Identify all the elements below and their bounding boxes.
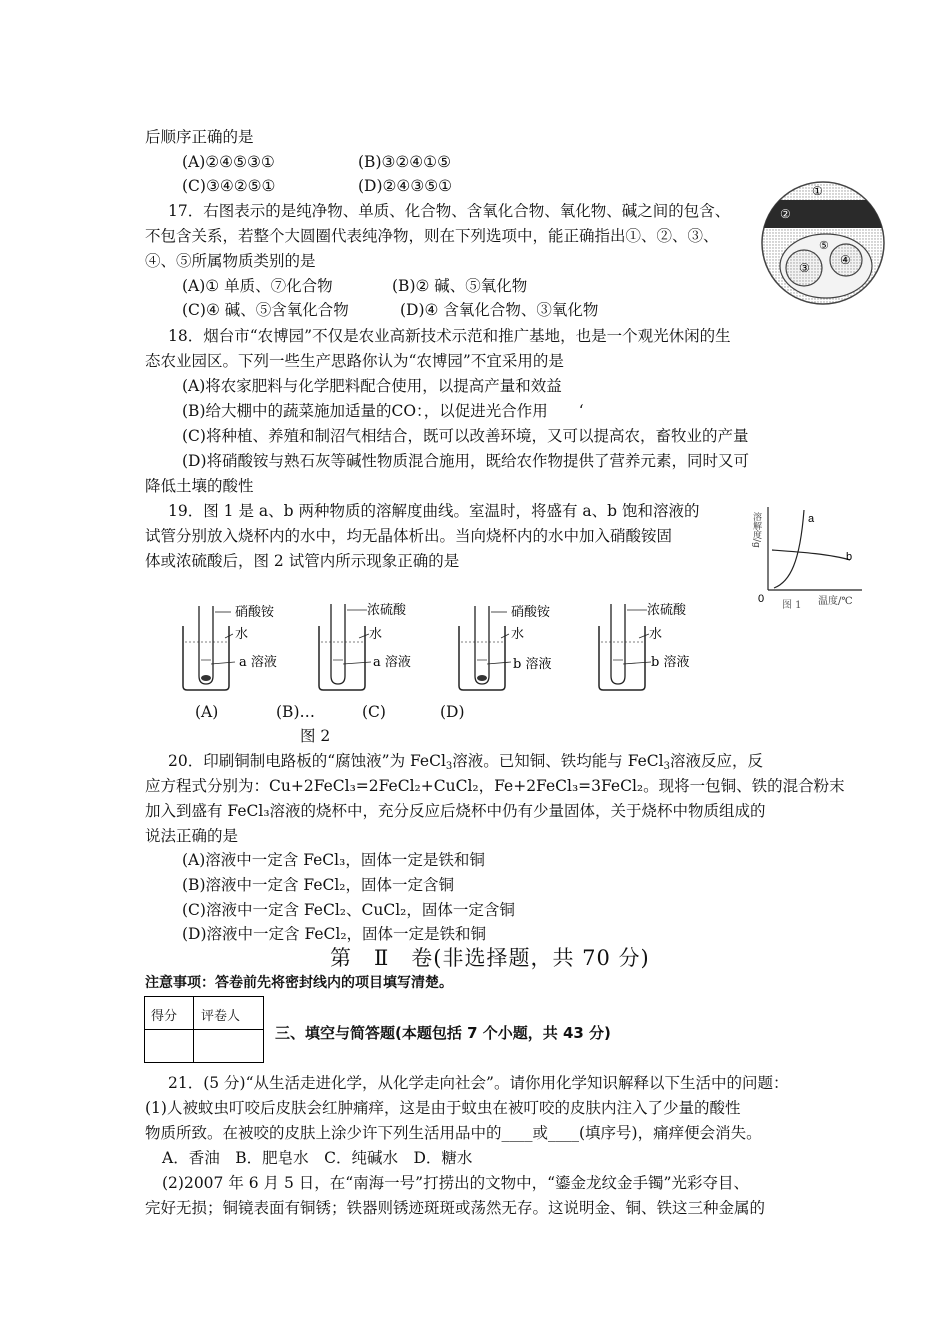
beaker-c-pointer3	[487, 662, 511, 664]
beaker-a	[183, 604, 277, 690]
beaker-label-d: (D)	[440, 703, 465, 721]
beaker-a-tube	[199, 606, 213, 684]
beaker-a-pointer3	[211, 662, 235, 664]
q21-p1-line2: 物质所致。在被咬的皮肤上涂少许下列生活用品中的____或____(填序号)，痛痒便会消失。	[145, 1124, 762, 1142]
beaker-c-crystals	[477, 675, 487, 681]
q18-option-c: (C)将种植、养殖和制沼气相结合，既可以改善环境，又可以提高农，畜牧业的产量	[182, 427, 749, 445]
q17-line2: 不包含关系，若整个大圆圈代表纯净物，则在下列选项中，能正确指出①、②、③、	[145, 227, 719, 245]
q20-option-c: (C)溶液中一定含 FeCl₂、CuCl₂，固体一定含铜	[182, 901, 515, 919]
beaker-d-water-label: 水	[649, 627, 663, 642]
beaker-label-b: (B)…	[276, 703, 315, 721]
q21-line1: 21．(5 分)“从生活走进化学，从化学走向社会”。请你用化学知识解释以下生活中的问题：	[168, 1074, 789, 1092]
q20-option-d: (D)溶液中一定含 FeCl₂，固体一定是铁和铜	[182, 925, 487, 943]
label-3: ③	[799, 261, 810, 275]
beaker-figures	[175, 598, 715, 698]
origin-label: 0	[758, 593, 765, 605]
label-2: ②	[780, 207, 791, 221]
q17-option-b: (B)② 碱、⑤氧化物	[392, 277, 528, 295]
beaker-d-glass	[599, 626, 645, 690]
beaker-label-c: (C)	[362, 703, 386, 721]
beaker-label-a: (A)	[195, 703, 219, 721]
q17-option-a: (A)① 单质、⑦化合物	[182, 277, 333, 295]
q19-line1: 19．图 1 是 a、b 两种物质的溶解度曲线。室温时，将盛有 a、b 饱和溶液的	[168, 502, 700, 520]
curve-b	[772, 550, 850, 560]
beaker-c-reagent: 硝酸铵	[511, 605, 551, 620]
beaker-b	[319, 603, 411, 690]
q20-line1-mid: 溶液。已知铜、铁均能与 FeCl	[452, 752, 664, 770]
q20-option-b: (B)溶液中一定含 FeCl₂，固体一定含铜	[182, 876, 455, 894]
beaker-d-pointer3	[623, 662, 651, 664]
score-label: 得分	[151, 1009, 178, 1024]
beaker-b-pointer3	[343, 662, 371, 664]
q21-p2-line2: 完好无损；铜镜表面有铜锈；铁器则锈迹斑斑或荡然无存。这说明金、铜、铁这三种金属的	[145, 1199, 766, 1217]
q19-line3: 体或浓硫酸后，图 2 试管内所示现象正确的是	[145, 552, 460, 570]
beaker-a-solution-label: a 溶液	[239, 655, 277, 670]
beaker-d-solution-label: b 溶液	[651, 655, 690, 670]
beaker-d-tube	[611, 604, 625, 684]
q19-line2: 试管分别放入烧杯内的水中，均无晶体析出。当向烧杯内的水中加入硝酸铵固	[145, 527, 673, 545]
score-table	[144, 996, 264, 1063]
q17-line1: 17．右图表示的是纯净物、单质、化合物、含氧化合物、氧化物、碱之间的包含、	[168, 202, 731, 220]
q16-option-d: (D)②④③⑤①	[358, 177, 452, 195]
series-a-label: a	[808, 513, 815, 525]
label-4: ④	[840, 253, 851, 267]
q18-option-b: (B)给大棚中的蔬菜施加适量的CO：，以促进光合作用 ‘	[182, 402, 584, 420]
beaker-a-reagent: 硝酸铵	[235, 605, 275, 620]
q17-line3: ④、⑤所属物质类别的是	[145, 252, 316, 270]
beaker-b-solution-label: a 溶液	[373, 655, 411, 670]
q17-option-d: (D)④ 含氧化合物、③氧化物	[400, 301, 599, 319]
q20-line1-pre: 20．印刷铜制电路板的“腐蚀液”为 FeCl	[168, 752, 446, 770]
beaker-b-glass	[319, 626, 365, 690]
q20-line3: 加入到盛有 FeCl₃溶液的烧杯中，充分反应后烧杯中仍有少量固体，关于烧杯中物质组成的	[145, 802, 766, 820]
section2-title: 第 Ⅱ 卷(非选择题，共 70 分)	[330, 946, 650, 970]
q16-stem-tail: 后顺序正确的是	[145, 128, 254, 146]
label-1: ①	[812, 184, 823, 198]
beaker-b-water-label: 水	[369, 627, 383, 642]
beaker-c-solution-label: b 溶液	[513, 657, 552, 672]
fig2-caption: 图 2	[300, 727, 331, 745]
beaker-b-reagent: 浓硫酸	[367, 603, 407, 618]
q21-p2-line1: (2)2007 年 6 月 5 日，在“南海一号”打捞出的文物中，“鎏金龙纹金手镯”光彩夺目、	[162, 1174, 749, 1192]
band-2	[760, 200, 886, 228]
q18-option-d: (D)将硝酸铵与熟石灰等碱性物质混合施用，既给农作物提供了营养元素，同时又可	[182, 452, 750, 470]
curve-a	[774, 510, 804, 588]
q16-option-b: (B)③②④①⑤	[358, 153, 451, 171]
beaker-a-crystals	[201, 675, 211, 681]
q20-option-a: (A)溶液中一定含 FeCl₃，固体一定是铁和铜	[182, 851, 485, 869]
beaker-c-tube	[475, 606, 489, 684]
beaker-c-water-label: 水	[511, 627, 525, 642]
y-axis-label: 溶解度/g	[751, 512, 761, 548]
q20-line1-post: 溶液反应，反	[669, 752, 763, 770]
label-5: ⑤	[819, 239, 829, 252]
q16-option-c: (C)③④②⑤①	[182, 177, 276, 195]
solubility-chart	[740, 502, 870, 612]
q20-line4: 说法正确的是	[145, 827, 239, 845]
q16-option-a: (A)②④⑤③①	[182, 153, 275, 171]
q18-option-d-cont: 降低土壤的酸性	[145, 477, 254, 495]
q21-p1-line1: (1)人被蚊虫叮咬后皮肤会红肿痛痒，这是由于蚊虫在被叮咬的皮肤内注入了少量的酸性	[145, 1099, 741, 1117]
q18-line2: 态农业园区。下列一些生产思路你认为“农博园”不宜采用的是	[145, 352, 564, 370]
beaker-d-pointer2	[639, 634, 649, 638]
q20-line1: 20．印刷铜制电路板的“腐蚀液”为 FeCl$_3$溶液。已知铜、铁均能与 FeCl$_3$溶液反应，反	[168, 752, 763, 772]
beaker-d-reagent: 浓硫酸	[647, 603, 687, 618]
q17-venn-figure	[760, 178, 886, 308]
score-table-row-divider	[145, 1029, 263, 1030]
beaker-a-water-label: 水	[235, 627, 249, 642]
series-b-label: b	[846, 551, 853, 563]
grader-label: 评卷人	[201, 1009, 241, 1024]
q17-option-c: (C)④ 碱、⑤含氧化合物	[182, 301, 349, 319]
q21-p1-options: A．香油 B．肥皂水 C．纯碱水 D．糖水	[162, 1149, 473, 1167]
q20-line2: 应方程式分别为：Cu+2FeCl₃=2FeCl₂+CuCl₂，Fe+2FeCl₃=3FeCl₂。现将一包铜、铁的混合粉末	[145, 777, 845, 795]
fig1-label: 图 1	[782, 600, 802, 611]
section2-note: 注意事项：答卷前先将密封线内的项目填写清楚。	[145, 975, 453, 991]
q18-line1: 18．烟台市“农博园”不仅是农业高新技术示范和推广基地，也是一个观光休闲的生	[168, 327, 731, 345]
beaker-b-pointer2	[359, 634, 369, 638]
q18-option-a: (A)将农家肥料与化学肥料配合使用，以提高产量和效益	[182, 377, 562, 395]
beaker-b-tube	[331, 604, 345, 684]
part3-heading: 三、填空与简答题(本题包括 7 个小题，共 43 分)	[275, 1024, 611, 1042]
x-axis-label: 温度/℃	[818, 596, 853, 607]
beaker-c	[459, 604, 551, 690]
beaker-d	[599, 603, 689, 690]
